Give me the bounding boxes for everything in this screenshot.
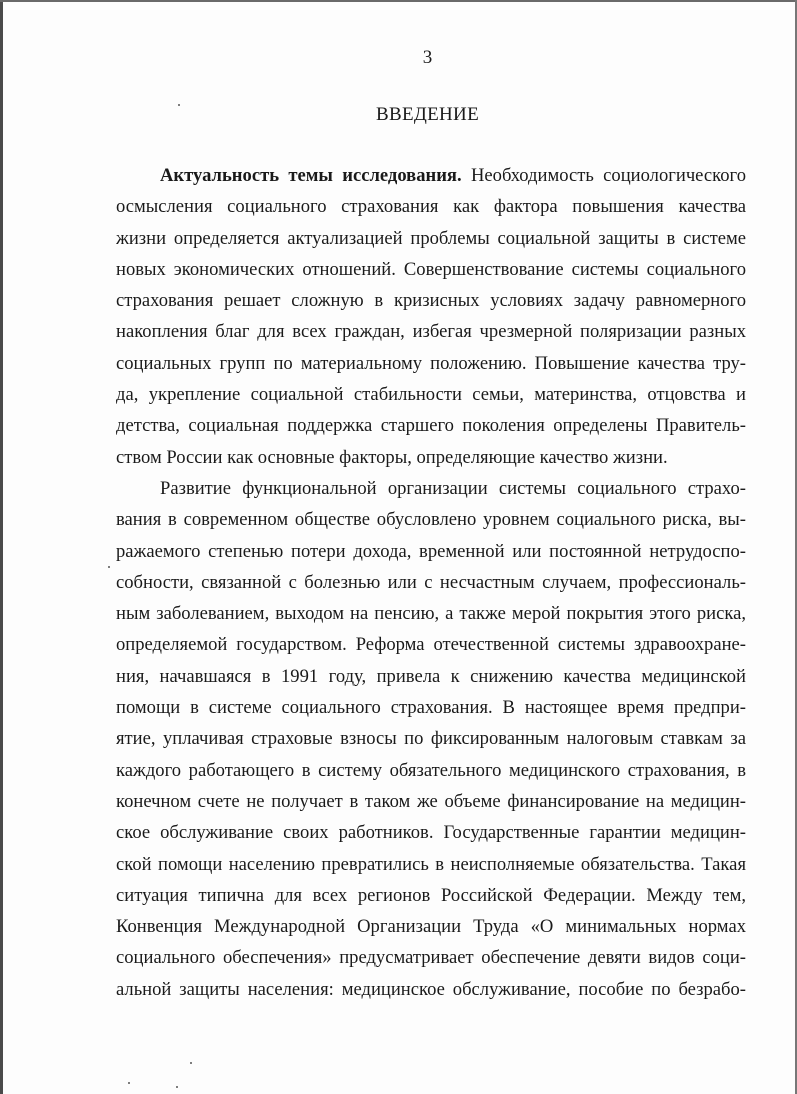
paragraph-2-line: социального обеспечения» предусматривает обеспечение девяти видов соци- — [116, 947, 746, 969]
paragraph-2-line: Развитие функциональной организации системы социального страхо- — [160, 477, 746, 499]
paragraph-2-line: определяемой государством. Реформа отечественной системы здравоохране- — [116, 634, 746, 656]
paragraph-1-line: страхования решает сложную в кризисных условиях задачу равномерного — [116, 290, 746, 312]
paragraph-2-line: ское обслуживание своих работников. Государственные гарантии медицин- — [116, 822, 746, 844]
paragraph-1-line: осмысления социального страхования как фактора повышения качества — [116, 196, 746, 218]
paragraph-2-line: ным заболеванием, выходом на пенсию, а также мерой покрытия этого риска, — [116, 603, 746, 625]
paragraph-1-lead: Актуальность темы исследования. — [160, 165, 462, 186]
paragraph-2-line: ражаемого степенью потери дохода, временной или постоянной нетрудоспо- — [116, 540, 746, 562]
paragraph-2-line: ятие, уплачивая страховые взносы по фиксированным налоговым ставкам за — [116, 728, 746, 750]
paragraph-2-line: альной защиты населения: медицинское обслуживание, пособие по безрабо- — [116, 978, 746, 1000]
paragraph-1-line: жизни определяется актуализацией проблемы социальной защиты в системе — [116, 227, 746, 249]
paragraph-2-line: ской помощи населению превратились в неисполняемые обязательства. Такая — [116, 853, 746, 875]
paragraph-2-line: помощи в системе социального страхования. В настоящее время предпри- — [116, 697, 746, 719]
paragraph-1-line: накопления благ для всех граждан, избегая чрезмерной поляризации разных — [116, 321, 746, 343]
body-text — [116, 160, 746, 1005]
page-number: 3 — [422, 47, 433, 68]
paragraph-1-line-1: Актуальность темы исследования. Необходимость социологического — [160, 165, 746, 186]
paragraph-2-line: ситуация типична для всех регионов Российской Федерации. Между тем, — [116, 884, 746, 906]
paragraph-2-line: собности, связанной с болезнью или с несчастным случаем, профессиональ- — [116, 571, 746, 593]
paragraph-2-line: Конвенция Международной Организации Труда «О минимальных нормах — [116, 916, 746, 938]
scan-edge-top — [0, 0, 797, 2]
scan-speck — [190, 1062, 192, 1064]
section-heading: ВВЕДЕНИЕ — [376, 104, 479, 125]
paragraph-1-line: да, укрепление социальной стабильности семьи, материнства, отцовства и — [116, 384, 746, 406]
scan-speck — [108, 566, 110, 568]
paragraph-1-line: ством России как основные факторы, определяющие качество жизни. — [116, 446, 668, 468]
paragraph-2-line: ния, начавшаяся в 1991 году, привела к снижению качества медицинской — [116, 665, 746, 687]
scan-speck — [176, 1086, 178, 1088]
paragraph-2-line: вания в современном обществе обусловлено уровнем социального риска, вы- — [116, 509, 746, 531]
paragraph-1-line: детства, социальная поддержка старшего поколения определены Правитель- — [116, 415, 746, 437]
paragraph-2-line: каждого работающего в систему обязательного медицинского страхования, в — [116, 759, 746, 781]
paragraph-2-line: конечном счете не получает в таком же объеме финансирование на медицин- — [116, 790, 746, 812]
paragraph-1-line: социальных групп по материальному положению. Повышение качества тру- — [116, 352, 746, 374]
scan-edge-left — [0, 0, 3, 1094]
paragraph-1-line: новых экономических отношений. Совершенствование системы социального — [116, 258, 746, 280]
scan-speck — [128, 1082, 130, 1084]
